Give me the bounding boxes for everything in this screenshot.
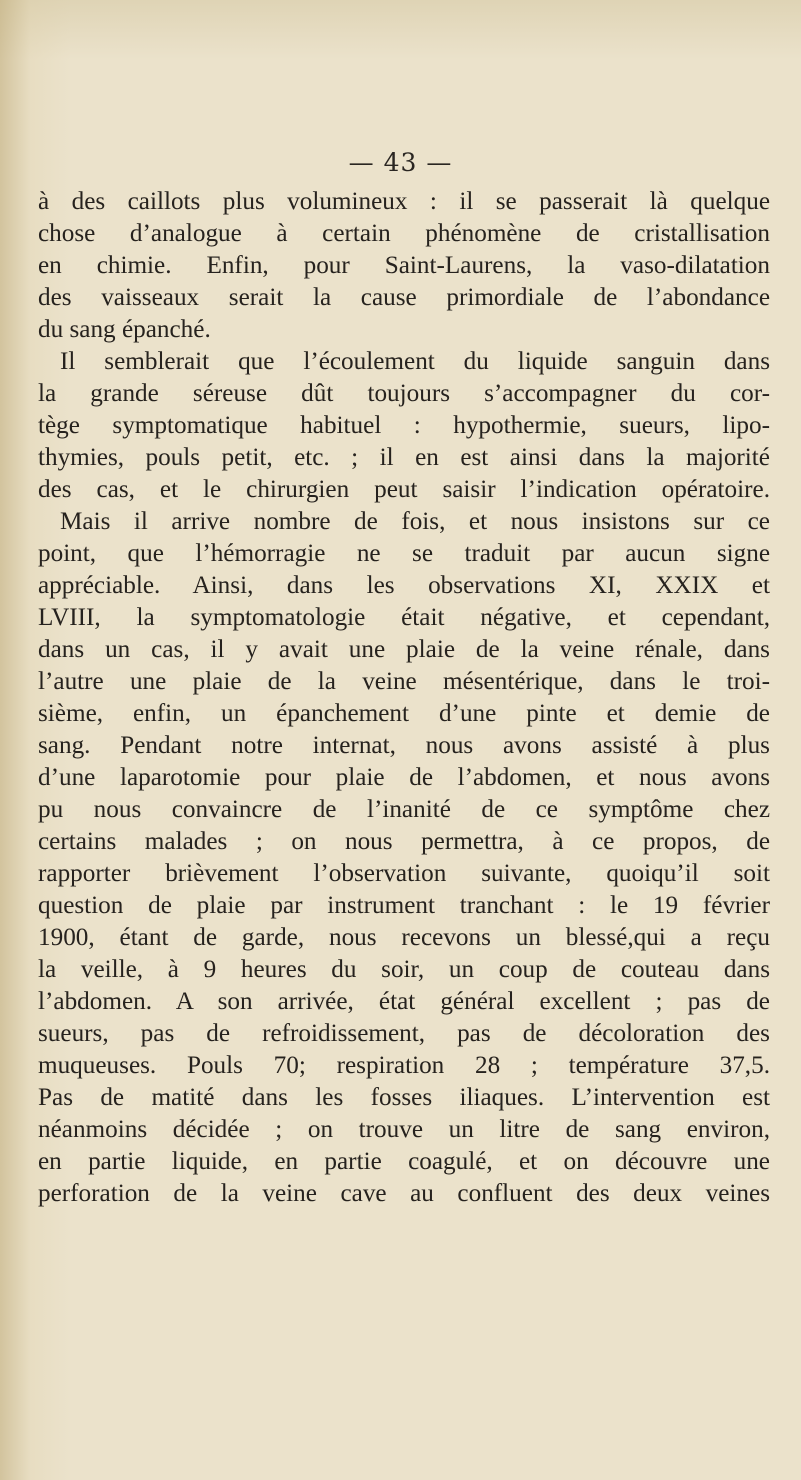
text-line: Il semblerait que l’écoulement du liquide sanguin dans [60,348,770,375]
text-line: 1900, étant de garde, nous recevons un blessé,qui a reçu [38,924,770,951]
text-line: la veille, à 9 heures du soir, un coup de couteau dans [38,956,770,983]
text-line: chose d’analogue à certain phénomène de cristallisation [38,220,770,247]
text-line: sang. Pendant notre internat, nous avons assisté à plus [38,732,770,759]
text-line: LVIII, la symptomatologie était négative, et cependant, [38,604,770,631]
text-line: appréciable. Ainsi, dans les observations XI, XXIX et [38,572,770,599]
text-line: question de plaie par instrument tranchant : le 19 février [38,892,770,919]
body-text [38,186,770,1210]
text-line: Mais il arrive nombre de fois, et nous insistons sur ce [60,508,770,535]
text-line: néanmoins décidée ; on trouve un litre de sang environ, [38,1116,770,1143]
text-line: perforation de la veine cave au confluent des deux veines [38,1180,770,1207]
text-line: point, que l’hémorragie ne se traduit par aucun signe [38,540,770,567]
text-line: dans un cas, il y avait une plaie de la veine rénale, dans [38,636,770,663]
text-line: à des caillots plus volumineux : il se passerait là quelque [38,188,770,215]
text-line: sième, enfin, un épanchement d’une pinte et demie de [38,700,770,727]
text-line: l’autre une plaie de la veine mésentérique, dans le troi- [38,668,770,695]
text-line: tège symptomatique habituel : hypothermie, sueurs, lipo- [38,412,770,439]
text-line: d’une laparotomie pour plaie de l’abdomen, et nous avons [38,764,770,791]
text-line: muqueuses. Pouls 70; respiration 28 ; température 37,5. [38,1052,770,1079]
text-line: sueurs, pas de refroidissement, pas de décoloration des [38,1020,770,1047]
text-line: en chimie. Enfin, pour Saint-Laurens, la vaso-dilatation [38,252,770,279]
text-line: des vaisseaux serait la cause primordiale de l’abondance [38,284,770,311]
text-line: du sang épanché. [38,316,211,343]
text-line: rapporter brièvement l’observation suivante, quoiqu’il soit [38,860,770,887]
text-line: pu nous convaincre de l’inanité de ce symptôme chez [38,796,770,823]
text-line: la grande séreuse dût toujours s’accompagner du cor- [38,380,770,407]
page-number: — 43 — [348,148,453,177]
text-line: Pas de matité dans les fosses iliaques. L’intervention est [38,1084,770,1111]
text-line: en partie liquide, en partie coagulé, et on découvre une [38,1148,770,1175]
text-line: thymies, pouls petit, etc. ; il en est ainsi dans la majorité [38,444,770,471]
text-line: des cas, et le chirurgien peut saisir l’indication opératoire. [38,476,770,503]
text-line: l’abdomen. A son arrivée, état général excellent ; pas de [38,988,770,1015]
text-line: certains malades ; on nous permettra, à ce propos, de [38,828,770,855]
